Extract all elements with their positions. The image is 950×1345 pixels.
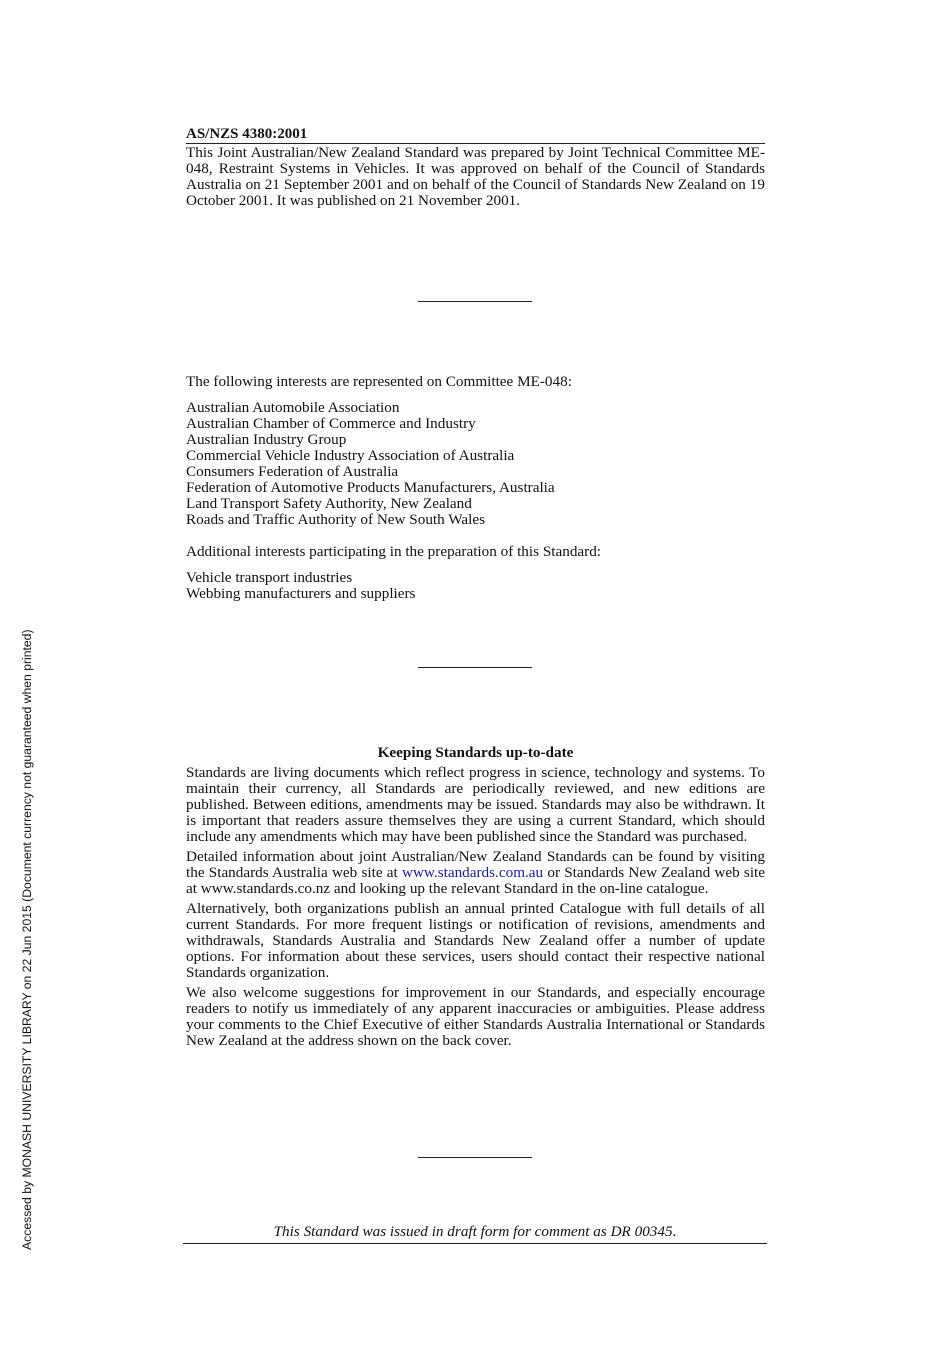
- list-item: Webbing manufacturers and suppliers: [186, 585, 416, 602]
- access-watermark: Accessed by MONASH UNIVERSITY LIBRARY on 22 Jun 2015 (Document currency not guaranteed when printed): [20, 629, 34, 1250]
- section-heading: Keeping Standards up-to-date: [377, 744, 574, 761]
- list-item: Commercial Vehicle Industry Association of Australia: [186, 447, 515, 464]
- draft-note: This Standard was issued in draft form for comment as DR 00345.: [183, 1224, 767, 1244]
- committee-intro: The following interests are represented on Committee ME-048:: [186, 373, 572, 390]
- additional-intro: Additional interests participating in the preparation of this Standard:: [186, 543, 602, 560]
- section-divider: [418, 301, 532, 302]
- standards-australia-link[interactable]: www.standards.com.au: [401, 864, 544, 881]
- preparation-block: [186, 145, 765, 209]
- section-divider: [418, 667, 532, 668]
- preparation-text: This Joint Australian/New Zealand Standard was prepared by Joint Technical Committee ME-048, Restraint Systems in Vehicles. It was approved on behalf of the Council of Standards Australia on 21 September 2001 and on behalf of the Council of Standards New Zealand on 19 October 2001. It was published on 21 November 2001.: [186, 144, 765, 209]
- paragraph: We also welcome suggestions for improvement in our Standards, and especially encourage readers to notify us immediately of any apparent inaccuracies or ambiguities. Please address your comments to the Chief Executive of either Standards Australia International or Standards New Zealand at the address shown on the back cover.: [186, 984, 765, 1049]
- paragraph-text: or Standards New Zealand web site at www.standards.co.nz and looking up the relevant Standard in the on-line catalogue.: [186, 864, 766, 897]
- section-divider: [418, 1157, 532, 1158]
- list-item: Land Transport Safety Authority, New Zealand: [186, 495, 472, 512]
- paragraph: [186, 849, 765, 897]
- committee-member-list: [186, 400, 765, 528]
- paragraph: Standards are living documents which reflect progress in science, technology and systems. To maintain their currency, all Standards are periodically reviewed, and new editions are published. Between editions, amendments may be issued. Standards may also be withdrawn. It is important that readers assure themselves they are using a current Standard, which should include any amendments which may have been published since the Standard was purchased.: [186, 764, 765, 845]
- keeping-up-to-date-section: [186, 745, 765, 1053]
- list-item: Australian Chamber of Commerce and Industry: [186, 415, 476, 432]
- list-item: Australian Automobile Association: [186, 399, 400, 416]
- list-item: Australian Industry Group: [186, 431, 347, 448]
- paragraph-text: Detailed information about joint Australian/New Zealand Standards can be found by visiting the Standards Australia web site at: [186, 848, 765, 881]
- standard-code: AS/NZS 4380:2001: [186, 126, 765, 144]
- list-item: Consumers Federation of Australia: [186, 463, 399, 480]
- list-item: Federation of Automotive Products Manufacturers, Australia: [186, 479, 555, 496]
- additional-interest-list: [186, 570, 765, 602]
- committee-section: [186, 374, 765, 602]
- list-item: Vehicle transport industries: [186, 569, 353, 586]
- list-item: Roads and Traffic Authority of New South Wales: [186, 511, 485, 528]
- paragraph: Alternatively, both organizations publish an annual printed Catalogue with full details of all current Standards. For more frequent listings or notification of revisions, amendments and withdrawals, Standards Australia and Standards New Zealand offer a number of update options. For information about these services, users should contact their respective national Standards organization.: [186, 900, 765, 981]
